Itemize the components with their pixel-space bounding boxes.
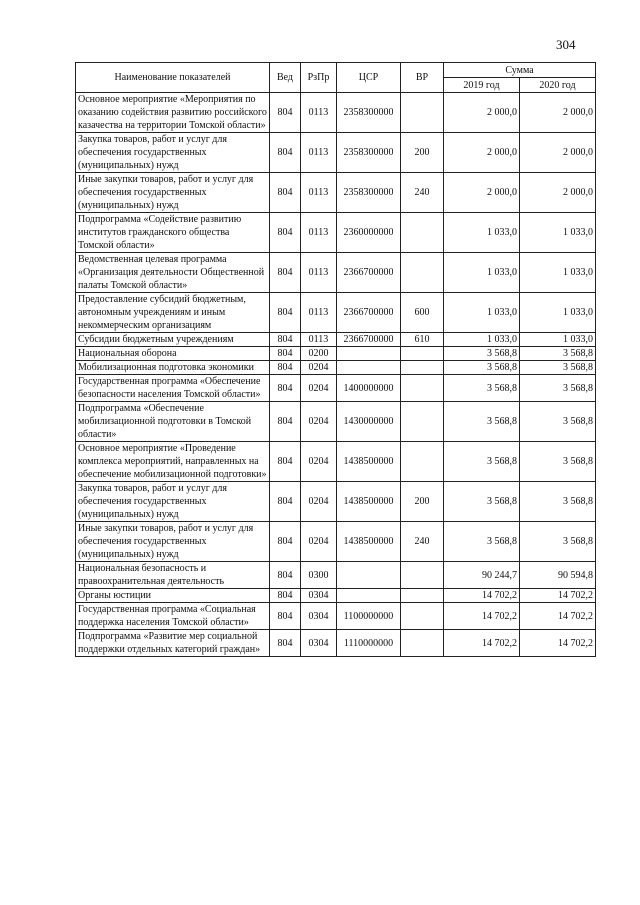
row-sum-2019: 1 033,0: [444, 253, 520, 293]
budget-table: [75, 62, 596, 657]
row-sum-2020: 2 000,0: [520, 173, 596, 213]
row-rzpr: 0113: [301, 213, 337, 253]
row-csr: 2358300000: [337, 173, 401, 213]
row-sum-2019: 3 568,8: [444, 482, 520, 522]
header-ved: Вед: [270, 63, 301, 93]
row-sum-2019: 14 702,2: [444, 630, 520, 657]
row-vr: [401, 402, 444, 442]
row-ved: 804: [270, 133, 301, 173]
row-vr: [401, 630, 444, 657]
row-csr: 2366700000: [337, 333, 401, 347]
row-vr: [401, 375, 444, 402]
row-sum-2020: 3 568,8: [520, 482, 596, 522]
table-row: [76, 293, 596, 333]
row-ved: 804: [270, 482, 301, 522]
row-rzpr: 0204: [301, 361, 337, 375]
table-row: [76, 630, 596, 657]
row-ved: 804: [270, 361, 301, 375]
table-row: [76, 333, 596, 347]
row-name: Иные закупки товаров, работ и услуг для обеспечения государственных (муниципальных) нужд: [76, 173, 270, 213]
row-name: Подпрограмма «Обеспечение мобилизационной подготовки в Томской области»: [76, 402, 270, 442]
row-csr: 1100000000: [337, 603, 401, 630]
row-csr: 1400000000: [337, 375, 401, 402]
header-vr: ВР: [401, 63, 444, 93]
table-row: [76, 173, 596, 213]
row-name: Основное мероприятие «Проведение комплекса мероприятий, направленных на обеспечение мобилизационной подготовки»: [76, 442, 270, 482]
row-vr: [401, 361, 444, 375]
row-sum-2019: 1 033,0: [444, 293, 520, 333]
row-sum-2020: 14 702,2: [520, 589, 596, 603]
row-csr: 1430000000: [337, 402, 401, 442]
row-name: Подпрограмма «Содействие развитию институтов гражданского общества Томской области»: [76, 213, 270, 253]
row-rzpr: 0204: [301, 482, 337, 522]
row-vr: [401, 93, 444, 133]
row-csr: [337, 589, 401, 603]
page-number: 304: [556, 37, 576, 52]
row-name: Иные закупки товаров, работ и услуг для обеспечения государственных (муниципальных) нужд: [76, 522, 270, 562]
table-row: [76, 562, 596, 589]
table-row: [76, 375, 596, 402]
row-name: Государственная программа «Обеспечение безопасности населения Томской области»: [76, 375, 270, 402]
row-name: Мобилизационная подготовка экономики: [76, 361, 270, 375]
table-row: [76, 253, 596, 293]
row-vr: 200: [401, 133, 444, 173]
row-sum-2019: 3 568,8: [444, 402, 520, 442]
row-rzpr: 0304: [301, 603, 337, 630]
row-sum-2020: 2 000,0: [520, 133, 596, 173]
row-ved: 804: [270, 213, 301, 253]
row-name: Закупка товаров, работ и услуг для обеспечения государственных (муниципальных) нужд: [76, 482, 270, 522]
table-row: [76, 93, 596, 133]
row-sum-2020: 14 702,2: [520, 630, 596, 657]
row-sum-2020: 1 033,0: [520, 213, 596, 253]
row-sum-2020: 3 568,8: [520, 347, 596, 361]
row-ved: 804: [270, 402, 301, 442]
row-rzpr: 0300: [301, 562, 337, 589]
row-sum-2019: 1 033,0: [444, 333, 520, 347]
row-ved: 804: [270, 253, 301, 293]
row-ved: 804: [270, 630, 301, 657]
row-csr: [337, 361, 401, 375]
row-sum-2019: 3 568,8: [444, 442, 520, 482]
row-ved: 804: [270, 562, 301, 589]
header-year-2020: 2020 год: [520, 78, 596, 93]
table-row: [76, 361, 596, 375]
row-vr: [401, 253, 444, 293]
row-rzpr: 0304: [301, 630, 337, 657]
row-sum-2019: 2 000,0: [444, 93, 520, 133]
row-name: Национальная безопасность и правоохранительная деятельность: [76, 562, 270, 589]
row-name: Закупка товаров, работ и услуг для обеспечения государственных (муниципальных) нужд: [76, 133, 270, 173]
row-vr: [401, 347, 444, 361]
row-rzpr: 0113: [301, 293, 337, 333]
row-ved: 804: [270, 333, 301, 347]
row-csr: 2358300000: [337, 133, 401, 173]
row-sum-2020: 3 568,8: [520, 375, 596, 402]
row-name: Ведомственная целевая программа «Организация деятельности Общественной палаты Томской области»: [76, 253, 270, 293]
table-row: [76, 589, 596, 603]
row-sum-2020: 3 568,8: [520, 522, 596, 562]
row-csr: 2366700000: [337, 293, 401, 333]
row-sum-2019: 3 568,8: [444, 347, 520, 361]
row-rzpr: 0204: [301, 522, 337, 562]
row-csr: 2366700000: [337, 253, 401, 293]
row-vr: 200: [401, 482, 444, 522]
row-sum-2020: 3 568,8: [520, 361, 596, 375]
table-header: [76, 63, 596, 93]
row-vr: [401, 562, 444, 589]
row-sum-2020: 3 568,8: [520, 402, 596, 442]
table-body: [76, 93, 596, 657]
row-sum-2020: 90 594,8: [520, 562, 596, 589]
header-sum: Сумма: [444, 63, 596, 78]
row-vr: [401, 603, 444, 630]
row-csr: 1438500000: [337, 442, 401, 482]
row-rzpr: 0113: [301, 253, 337, 293]
row-ved: 804: [270, 347, 301, 361]
row-sum-2020: 1 033,0: [520, 293, 596, 333]
table-row: [76, 213, 596, 253]
row-rzpr: 0200: [301, 347, 337, 361]
row-ved: 804: [270, 522, 301, 562]
row-name: Субсидии бюджетным учреждениям: [76, 333, 270, 347]
header-csr: ЦСР: [337, 63, 401, 93]
row-rzpr: 0204: [301, 442, 337, 482]
row-vr: 600: [401, 293, 444, 333]
row-sum-2020: 2 000,0: [520, 93, 596, 133]
row-csr: [337, 347, 401, 361]
row-csr: 2358300000: [337, 93, 401, 133]
row-name: Национальная оборона: [76, 347, 270, 361]
row-sum-2019: 3 568,8: [444, 361, 520, 375]
row-ved: 804: [270, 375, 301, 402]
row-sum-2019: 1 033,0: [444, 213, 520, 253]
row-rzpr: 0204: [301, 375, 337, 402]
row-ved: 804: [270, 173, 301, 213]
row-vr: [401, 589, 444, 603]
row-csr: 1110000000: [337, 630, 401, 657]
row-rzpr: 0113: [301, 173, 337, 213]
row-sum-2020: 3 568,8: [520, 442, 596, 482]
row-vr: [401, 213, 444, 253]
row-ved: 804: [270, 93, 301, 133]
table-row: [76, 603, 596, 630]
row-vr: 240: [401, 173, 444, 213]
header-rzpr: РзПр: [301, 63, 337, 93]
row-sum-2020: 14 702,2: [520, 603, 596, 630]
row-csr: [337, 562, 401, 589]
table-row: [76, 347, 596, 361]
row-ved: 804: [270, 589, 301, 603]
row-sum-2020: 1 033,0: [520, 333, 596, 347]
row-rzpr: 0304: [301, 589, 337, 603]
row-name: Органы юстиции: [76, 589, 270, 603]
row-vr: 240: [401, 522, 444, 562]
row-rzpr: 0113: [301, 333, 337, 347]
table-row: [76, 402, 596, 442]
row-rzpr: 0113: [301, 133, 337, 173]
table-row: [76, 482, 596, 522]
row-csr: 1438500000: [337, 482, 401, 522]
header-name: Наименование показателей: [76, 63, 270, 93]
row-name: Государственная программа «Социальная поддержка населения Томской области»: [76, 603, 270, 630]
table-row: [76, 442, 596, 482]
header-year-2019: 2019 год: [444, 78, 520, 93]
table-row: [76, 522, 596, 562]
row-name: Предоставление субсидий бюджетным, автономным учреждениям и иным некоммерческим организациям: [76, 293, 270, 333]
row-sum-2019: 3 568,8: [444, 522, 520, 562]
row-sum-2019: 14 702,2: [444, 603, 520, 630]
row-sum-2020: 1 033,0: [520, 253, 596, 293]
row-sum-2019: 90 244,7: [444, 562, 520, 589]
row-csr: 1438500000: [337, 522, 401, 562]
row-vr: 610: [401, 333, 444, 347]
row-rzpr: 0113: [301, 93, 337, 133]
row-sum-2019: 3 568,8: [444, 375, 520, 402]
row-ved: 804: [270, 293, 301, 333]
row-sum-2019: 2 000,0: [444, 133, 520, 173]
row-ved: 804: [270, 442, 301, 482]
row-sum-2019: 14 702,2: [444, 589, 520, 603]
row-name: Подпрограмма «Развитие мер социальной поддержки отдельных категорий граждан»: [76, 630, 270, 657]
row-csr: 2360000000: [337, 213, 401, 253]
row-vr: [401, 442, 444, 482]
row-rzpr: 0204: [301, 402, 337, 442]
table-row: [76, 133, 596, 173]
row-name: Основное мероприятие «Мероприятия по оказанию содействия развитию российского казачества на территории Томской области»: [76, 93, 270, 133]
row-ved: 804: [270, 603, 301, 630]
row-sum-2019: 2 000,0: [444, 173, 520, 213]
